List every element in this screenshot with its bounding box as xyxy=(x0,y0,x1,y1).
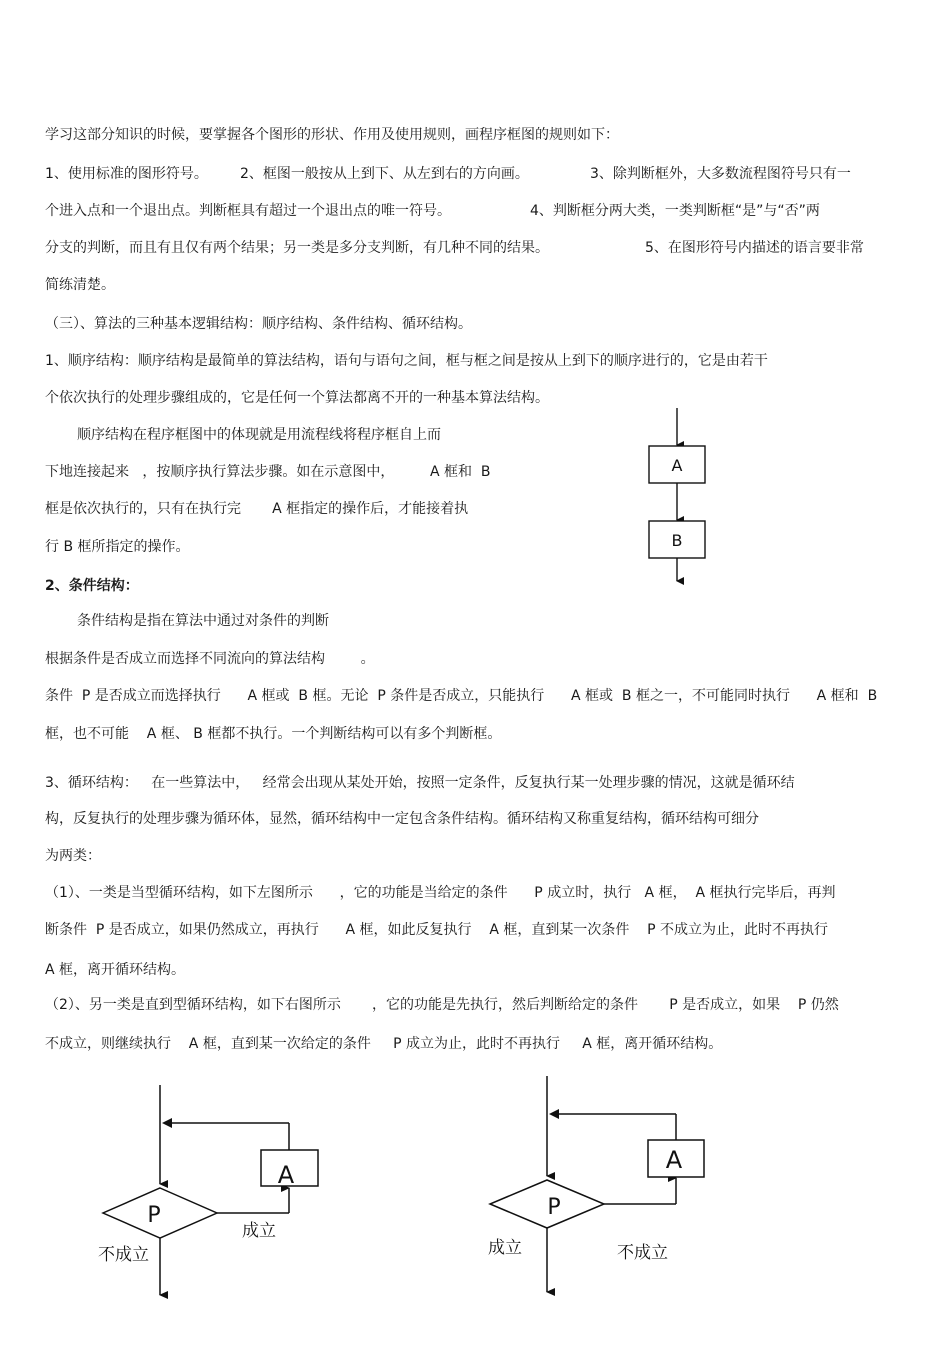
sequence-diagram xyxy=(640,405,720,585)
while-box-a-label: A xyxy=(277,1161,295,1189)
rule-5-part1: 5、在图形符号内描述的语言要非常 xyxy=(645,240,864,256)
while-condition-label: P xyxy=(147,1203,161,1228)
while-no-label: 不成立 xyxy=(98,1245,149,1265)
loop-para-1-b: 断条件 P 是否成立，如果仍然成立，再执行 A 框，如此反复执行 A 框，直到某一次条件 P 不成立为止，此时不再执行 xyxy=(45,922,829,938)
loop-para-1-c: A 框，离开循环结构。 xyxy=(45,962,186,978)
seq-line-5: 框是依次执行的，只有在执行完 A 框指定的操作后，才能接着执 xyxy=(45,501,469,517)
seq-line-3: 顺序结构在程序框图中的体现就是用流程线将程序框自上而 xyxy=(77,427,441,443)
until-condition-label: P xyxy=(547,1195,561,1220)
rule-1: 1、使用标准的图形符号。 xyxy=(45,166,208,182)
rule-3-part1: 3、除判断框外，大多数流程图符号只有一 xyxy=(590,166,851,182)
rule-4-part1: 4、判断框分两大类，一类判断框“是”与“否”两 xyxy=(530,203,820,219)
cond-line-1: 条件结构是指在算法中通过对条件的判断 xyxy=(77,613,329,629)
seq-box-a-label: A xyxy=(671,456,683,475)
loop-line-2: 构，反复执行的处理步骤为循环体，显然，循环结构中一定包含条件结构。循环结构又称重复结构，循环结构可细分 xyxy=(45,811,759,827)
loop-para-2-a: （2）、另一类是直到型循环结构，如下右图所示 ，它的功能是先执行，然后判断给定的条件 P 是否成立，如果 P 仍然 xyxy=(45,997,839,1013)
until-loop-diagram xyxy=(480,1070,720,1300)
until-yes-label: 成立 xyxy=(488,1238,522,1258)
seq-line-6: 行 B 框所指定的操作。 xyxy=(45,539,190,555)
loop-para-1-a: （1）、一类是当型循环结构，如下左图所示 ，它的功能是当给定的条件 P 成立时，执行 A 框， A 框执行完毕后，再判 xyxy=(45,885,836,901)
loop-line-1: 3、循环结构： 在一些算法中， 经常会出现从某处开始，按照一定条件，反复执行某一处理步骤的情况，这就是循环结 xyxy=(45,775,795,791)
intro-text: 学习这部分知识的时候，要掌握各个图形的形状、作用及使用规则，画程序框图的规则如下： xyxy=(45,127,619,143)
cond-title: 2、条件结构： xyxy=(45,578,139,594)
rule-3-part2: 个进入点和一个退出点。判断框具有超过一个退出点的唯一符号。 xyxy=(45,203,451,219)
rule-4-part2: 分支的判断，而且有且仅有两个结果；另一类是多分支判断，有几种不同的结果。 xyxy=(45,240,549,256)
cond-line-4: 框，也不可能 A 框、 B 框都不执行。一个判断结构可以有多个判断框。 xyxy=(45,726,502,742)
section-3-title: （三）、算法的三种基本逻辑结构：顺序结构、条件结构、循环结构。 xyxy=(45,316,472,332)
while-yes-label: 成立 xyxy=(242,1221,276,1241)
seq-line-2: 个依次执行的处理步骤组成的，它是任何一个算法都离不开的一种基本算法结构。 xyxy=(45,390,549,406)
seq-line-4: 下地连接起来 ，按顺序执行算法步骤。如在示意图中， A 框和 B xyxy=(45,464,491,480)
rule-2: 2、框图一般按从上到下、从左到右的方向画。 xyxy=(240,166,529,182)
while-loop-diagram xyxy=(90,1080,340,1305)
seq-line-1: 1、顺序结构：顺序结构是最简单的算法结构，语句与语句之间，框与框之间是按从上到下的顺序进行的，它是由若干 xyxy=(45,353,768,369)
until-no-label: 不成立 xyxy=(617,1243,668,1263)
cond-line-2: 根据条件是否成立而选择不同流向的算法结构 。 xyxy=(45,651,375,667)
loop-line-3: 为两类： xyxy=(45,848,101,864)
until-box-a-label: A xyxy=(665,1146,683,1174)
loop-para-2-b: 不成立，则继续执行 A 框，直到某一次给定的条件 P 成立为止，此时不再执行 A 框，离开循环结构。 xyxy=(45,1036,723,1052)
seq-box-b-label: B xyxy=(671,531,683,550)
rule-5-part2: 简练清楚。 xyxy=(45,277,115,293)
cond-line-3: 条件 P 是否成立而选择执行 A 框或 B 框。无论 P 条件是否成立，只能执行 A 框或 B 框之一，不可能同时执行 A 框和 B xyxy=(45,688,878,704)
